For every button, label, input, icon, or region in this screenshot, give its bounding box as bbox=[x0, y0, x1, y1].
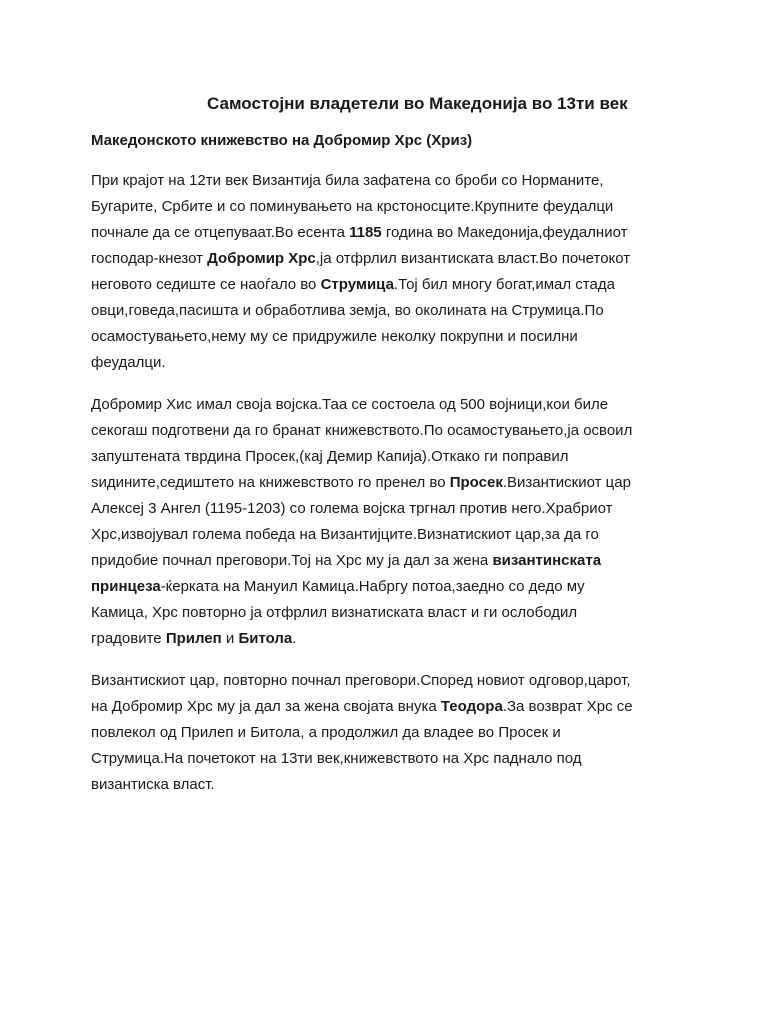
text-line bbox=[91, 574, 708, 600]
document-body bbox=[91, 168, 708, 798]
text-line bbox=[91, 392, 708, 418]
text-line bbox=[91, 246, 708, 272]
text-run: запуштената тврдина Просек,(кај Демир Капија).Откако ги поправил bbox=[91, 448, 569, 465]
text-run: Струмица.На почетокот на 13ти век,книжевството на Хрс паднало под bbox=[91, 750, 582, 767]
text-line bbox=[91, 746, 708, 772]
text-line bbox=[91, 626, 708, 652]
bold-text: Прилеп bbox=[165, 630, 222, 647]
text-line bbox=[91, 470, 708, 496]
text-line bbox=[91, 168, 708, 194]
paragraph bbox=[91, 392, 708, 652]
text-run: .За возврат Хрс се bbox=[502, 698, 633, 715]
bold-text: Струмица bbox=[320, 276, 394, 293]
text-run: Камица, Хрс повторно ја отфрлил визнатиската власт и ги ослободил bbox=[91, 604, 578, 621]
text-run: ѕидините,седиштето на книжевството го пренел во bbox=[91, 474, 450, 491]
text-line bbox=[91, 600, 708, 626]
text-line bbox=[91, 720, 708, 746]
text-line bbox=[91, 272, 708, 298]
text-line bbox=[91, 324, 708, 350]
text-run: византиска власт. bbox=[91, 776, 215, 793]
text-line bbox=[91, 298, 708, 324]
text-run: . bbox=[292, 630, 297, 647]
text-run: феудалци. bbox=[91, 354, 166, 371]
bold-text: византинската bbox=[492, 552, 602, 569]
text-run: .Тој бил многу богат,имал стада bbox=[393, 276, 615, 293]
text-run: секогаш подготвени да го бранат книжевството.По осамостувањето,ја освоил bbox=[91, 422, 633, 439]
text-line bbox=[91, 220, 708, 246]
document-title: Самостојни владетели во Македонија во 13ти век bbox=[207, 94, 628, 113]
bold-text: Добромир Хрс bbox=[207, 250, 316, 267]
text-run: и bbox=[221, 630, 239, 647]
bold-text: Просек bbox=[449, 474, 503, 491]
text-run: неговото седиште се наоѓало во bbox=[91, 276, 321, 293]
text-run: господар-кнезот bbox=[91, 250, 208, 267]
bold-text: Битола bbox=[238, 630, 293, 647]
text-run: година во Македонија,феудалниот bbox=[381, 224, 628, 241]
text-line bbox=[91, 418, 708, 444]
bold-text: принцеза bbox=[91, 578, 161, 595]
text-run: Хрс,извојувал голема победа на Византијците.Визнатискиот цар,за да го bbox=[91, 526, 599, 543]
text-line bbox=[91, 496, 708, 522]
text-run: .Византискиот цар bbox=[502, 474, 631, 491]
text-run: осамостувањето,нему му се придружиле неколку покрупни и посилни bbox=[91, 328, 578, 345]
text-line bbox=[91, 668, 708, 694]
text-line bbox=[91, 522, 708, 548]
text-run: овци,говеда,пасишта и обработлива земја, во околината на Струмица.По bbox=[91, 302, 604, 319]
text-line bbox=[91, 548, 708, 574]
bold-text: Теодора bbox=[440, 698, 503, 715]
text-line bbox=[91, 350, 708, 376]
text-run: повлекол од Прилеп и Битола, а продолжил да владее во Просек и bbox=[91, 724, 561, 741]
text-line bbox=[91, 194, 708, 220]
text-run: Алексеј 3 Ангел (1195-1203) со голема војска тргнал против него.Храбриот bbox=[91, 500, 613, 517]
text-line bbox=[91, 694, 708, 720]
text-run: придобие почнал преговори.Тој на Хрс му ја дал за жена bbox=[91, 552, 493, 569]
paragraph bbox=[91, 168, 708, 376]
text-run: -ќерката на Мануил Камица.Набргу потоа,заедно со дедо му bbox=[160, 578, 585, 595]
bold-text: 1185 bbox=[349, 224, 382, 241]
text-run: Бугарите, Србите и со поминувањето на крстоносците.Крупните феудалци bbox=[91, 198, 614, 215]
text-run: на Добромир Хрс му ја дал за жена својата внука bbox=[91, 698, 441, 715]
document-subtitle: Македонското книжевство на Добромир Хрс (Хриз) bbox=[91, 132, 473, 149]
paragraph bbox=[91, 668, 708, 798]
text-run: почнале да се отцепуваат.Во есента bbox=[91, 224, 350, 241]
text-line bbox=[91, 444, 708, 470]
text-run: ,ја отфрлил византиската власт.Во почетокот bbox=[315, 250, 631, 267]
text-line bbox=[91, 772, 708, 798]
text-run: Византискиот цар, повторно почнал преговори.Според новиот одговор,царот, bbox=[91, 672, 631, 689]
text-run: При крајот на 12ти век Византија била зафатена со броби со Норманите, bbox=[91, 172, 604, 189]
text-run: градовите bbox=[91, 630, 166, 647]
text-run: Добромир Хис имал своја војска.Таа се состоела од 500 војници,кои биле bbox=[91, 396, 609, 413]
